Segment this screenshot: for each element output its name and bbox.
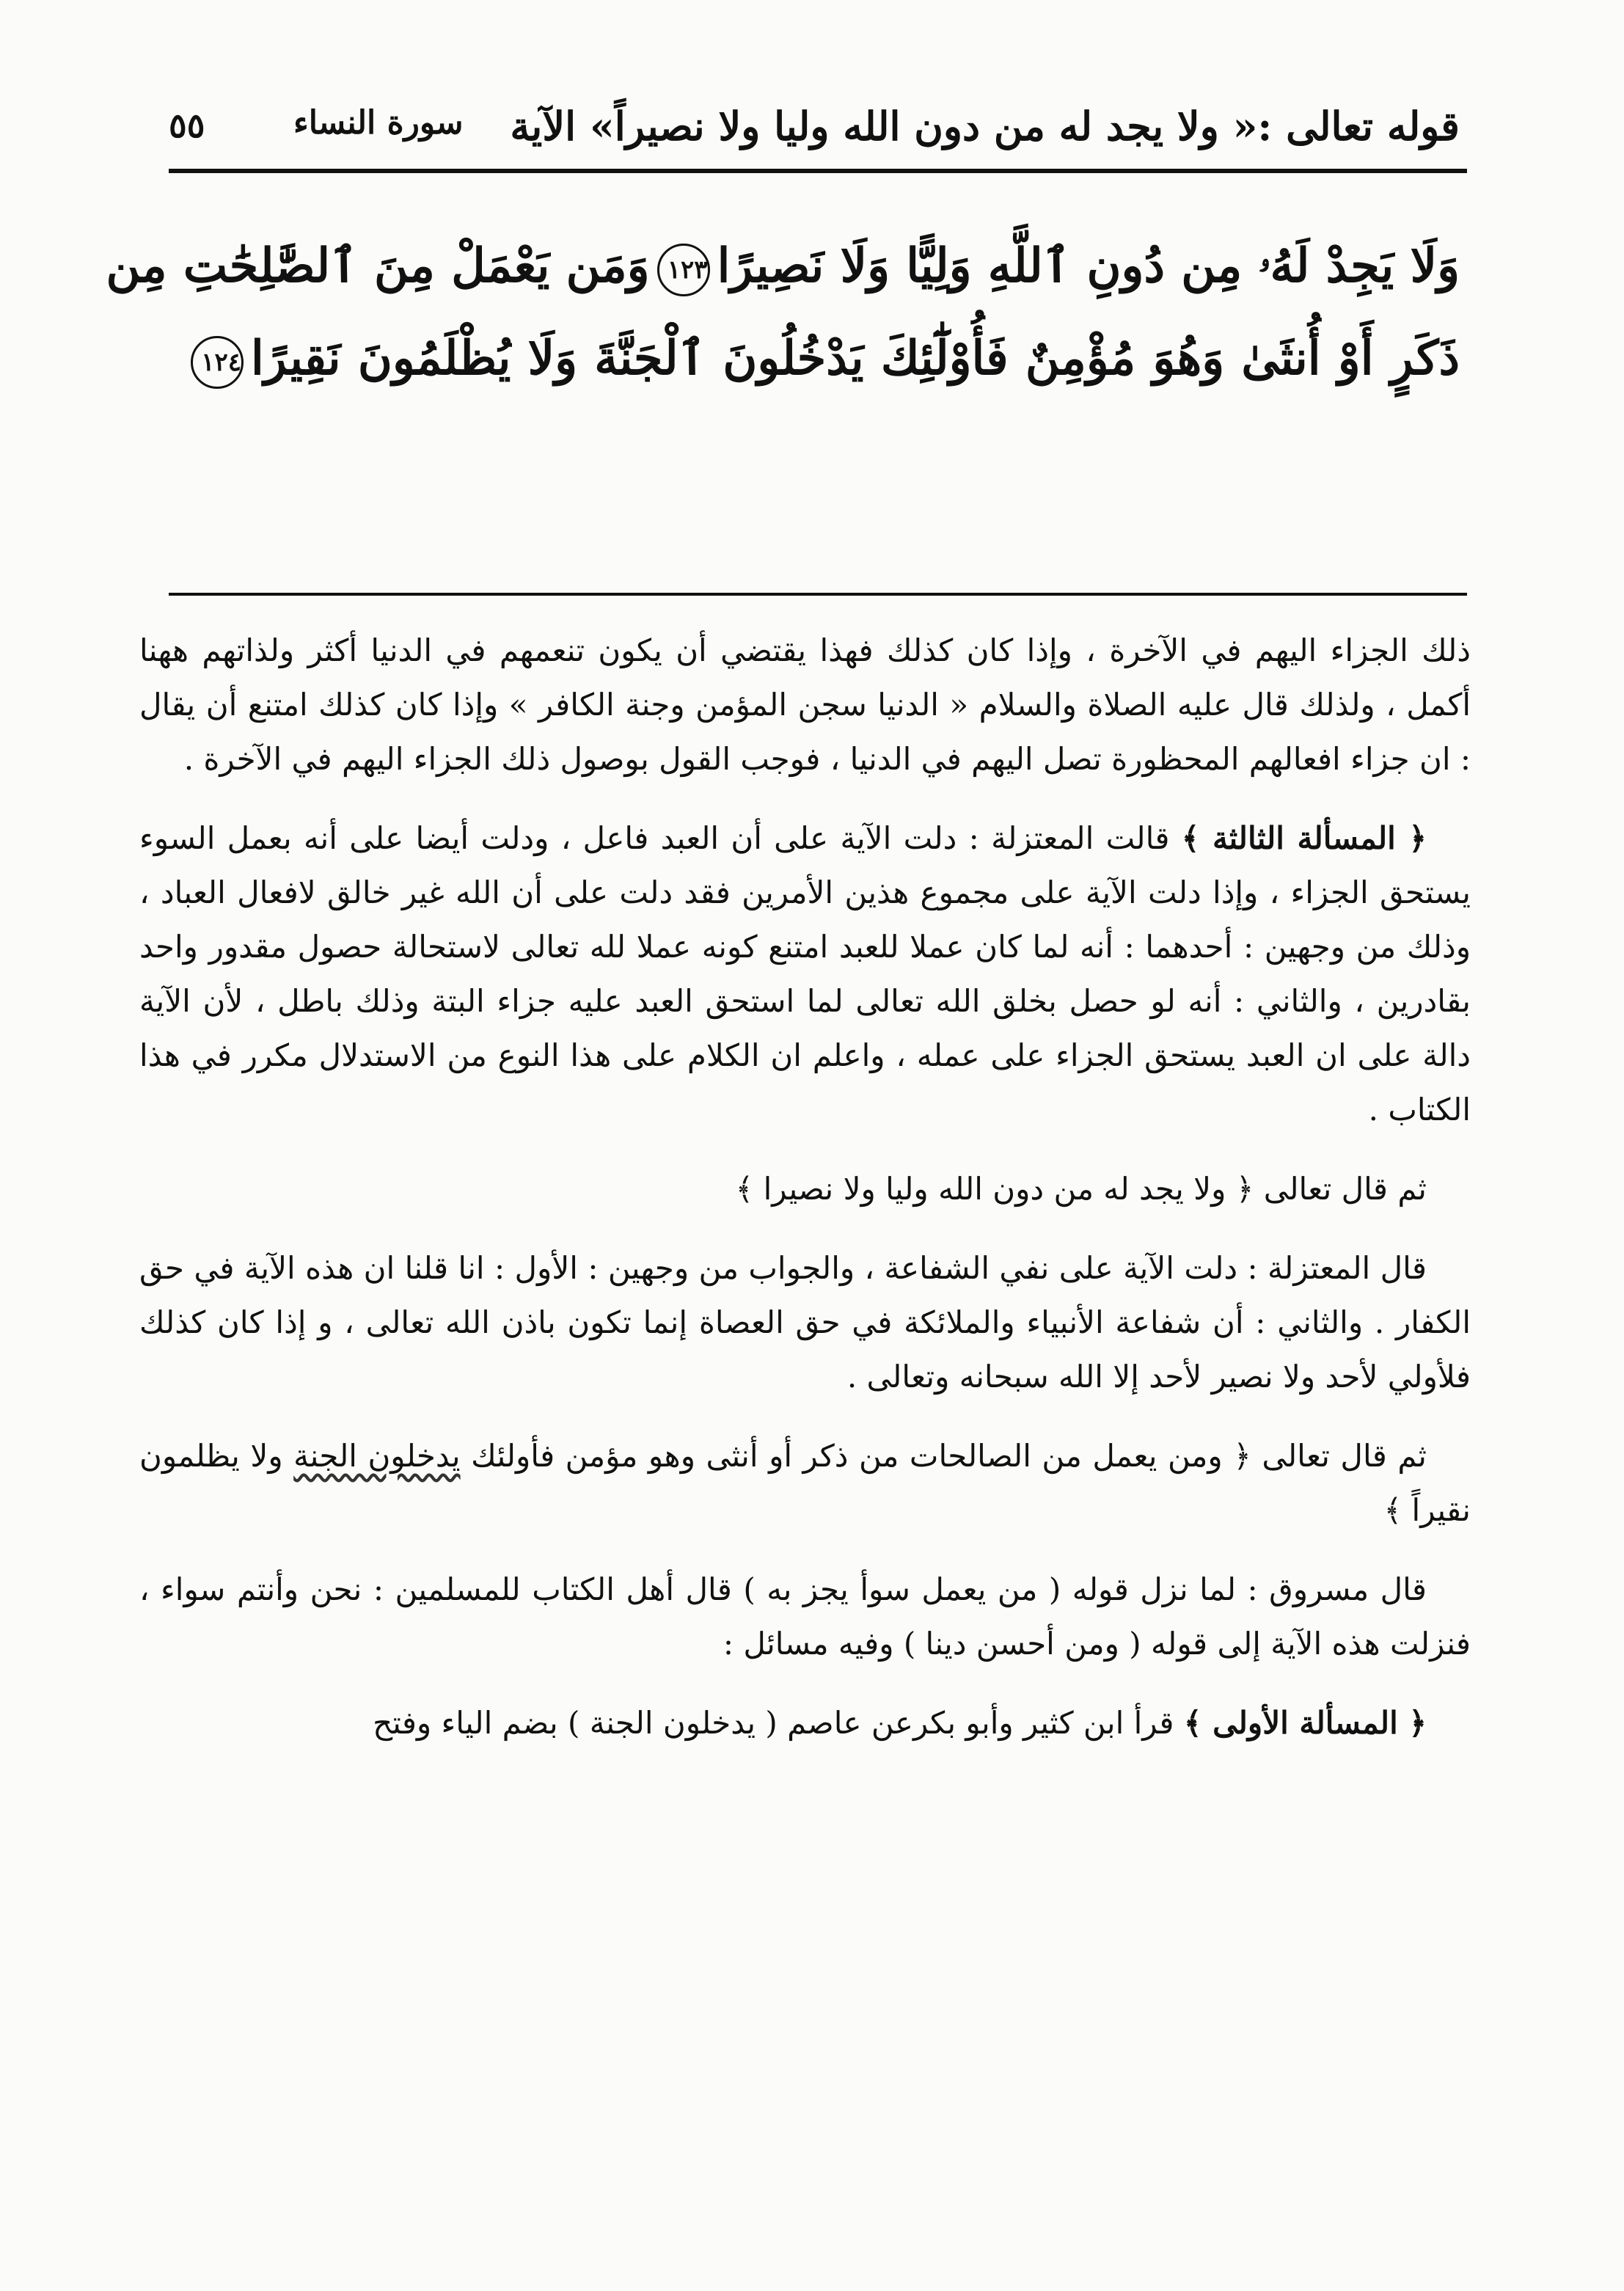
ayah-number-124: ١٢٤: [191, 336, 244, 389]
paragraph-1: ذلك الجزاء اليهم في الآخرة ، وإذا كان كذلك فهذا يقتضي أن يكون تنعمهم في الدنيا أكثر ولذاتهم ههنا أكمل ، ولذلك قال عليه الصلاة والسلام « الدنيا سجن المؤمن وجنة الكافر » وإذا كان كذلك امتنع أن يقال : ان جزاء افعالهم المحظورة تصل اليهم في الدنيا ، فوجب القول بوصول ذلك الجزاء اليهم في الآخرة .: [139, 632, 1471, 777]
paragraph-2-text: قالت المعتزلة : دلت الآية على أن العبد فاعل ، ودلت أيضا على أنه بعمل السوء يستحق الجزاء ، وإذا دلت الآية على مجموع هذين الأمرين فقد دلت على أن الله غير خالق لافعال العباد ، وذلك من وجهين : أحدهما : أنه لما كان عملا للعبد امتنع كونه عملا لله تعالى لاستحالة حصول مقدور واحد بقادرين ، والثاني : أنه لو حصل بخلق الله تعالى لما استحق العبد عليه جزاء البتة وذلك باطل ، لأن الآية دالة على ان العبد يستحق الجزاء على عمله ، واعلم ان الكلام على هذا النوع من الاستدلال مكرر في هذا الكتاب .: [139, 820, 1471, 1128]
quran-verses: [106, 220, 1460, 405]
paragraph-5: [139, 1429, 1471, 1538]
paragraph-5-b: ولا يظلمون نقيراً ﴾: [139, 1438, 1471, 1528]
underlined-phrase: يدخلون الجنة: [293, 1438, 461, 1474]
paragraph-2: [139, 811, 1471, 1137]
page-number: ٥٥: [169, 106, 205, 145]
paragraph-5-a: ثم قال تعالى ﴿ ومن يعمل من الصالحات من ذكر أو أنثى وهو مؤمن فأولئك: [460, 1438, 1427, 1474]
verse-line-1: [106, 220, 1460, 313]
verse-text-2: ذَكَرٍ أَوْ أُنثَىٰ وَهُوَ مُؤْمِنٌ فَأُوْلَٰٓئِكَ يَدْخُلُونَ ٱلْجَنَّةَ وَلَا يُظْلَمُونَ نَقِيرًا: [251, 331, 1460, 386]
surah-name: سورة النساء: [293, 104, 464, 142]
verse-text-1b: وَمَن يَعْمَلْ مِنَ ٱلصَّٰلِحَٰتِ مِن: [106, 238, 650, 293]
commentary-text: [139, 624, 1471, 1759]
section-rule: [169, 593, 1467, 596]
section-heading-third-issue: ﴿ المسألة الثالثة ﴾: [1181, 820, 1427, 856]
ayah-number-123: ١٢٣: [657, 244, 710, 296]
running-header: [169, 95, 1460, 161]
paragraph-3: ثم قال تعالى ﴿ ولا يجد له من دون الله وليا ولا نصيرا ﴾: [735, 1171, 1427, 1207]
header-rule: [169, 169, 1467, 173]
verse-text-1: وَلَا يَجِدْ لَهُۥ مِن دُونِ ٱللَّهِ وَلِيًّا وَلَا نَصِيرًا: [717, 238, 1460, 293]
paragraph-7-text: قرأ ابن كثير وأبو بكرعن عاصم ( يدخلون الجنة ) بضم الياء وفتح: [373, 1705, 1184, 1741]
paragraph-4: قال المعتزلة : دلت الآية على نفي الشفاعة ، والجواب من وجهين : الأول : انا قلنا ان هذه الآية في حق الكفار . والثاني : أن شفاعة الأنبياء والملائكة في حق العصاة إنما تكون باذن الله تعالى ، و إذا كان كذلك فلأولي لأحد ولا نصير لأحد إلا الله سبحانه وتعالى .: [139, 1250, 1471, 1395]
verse-line-2: [183, 313, 1460, 405]
paragraph-7: [139, 1696, 1471, 1750]
section-heading-first-issue: ﴿ المسألة الأولى ﴾: [1183, 1705, 1427, 1741]
header-title: قوله تعالى :« ولا يجد له من دون الله وليا ولا نصيراً» الآية: [510, 103, 1460, 150]
paragraph-6: قال مسروق : لما نزل قوله ( من يعمل سوأ يجز به ) قال أهل الكتاب للمسلمين : نحن وأنتم سواء ، فنزلت هذه الآية إلى قوله ( ومن أحسن دينا ) وفيه مسائل :: [139, 1571, 1471, 1662]
